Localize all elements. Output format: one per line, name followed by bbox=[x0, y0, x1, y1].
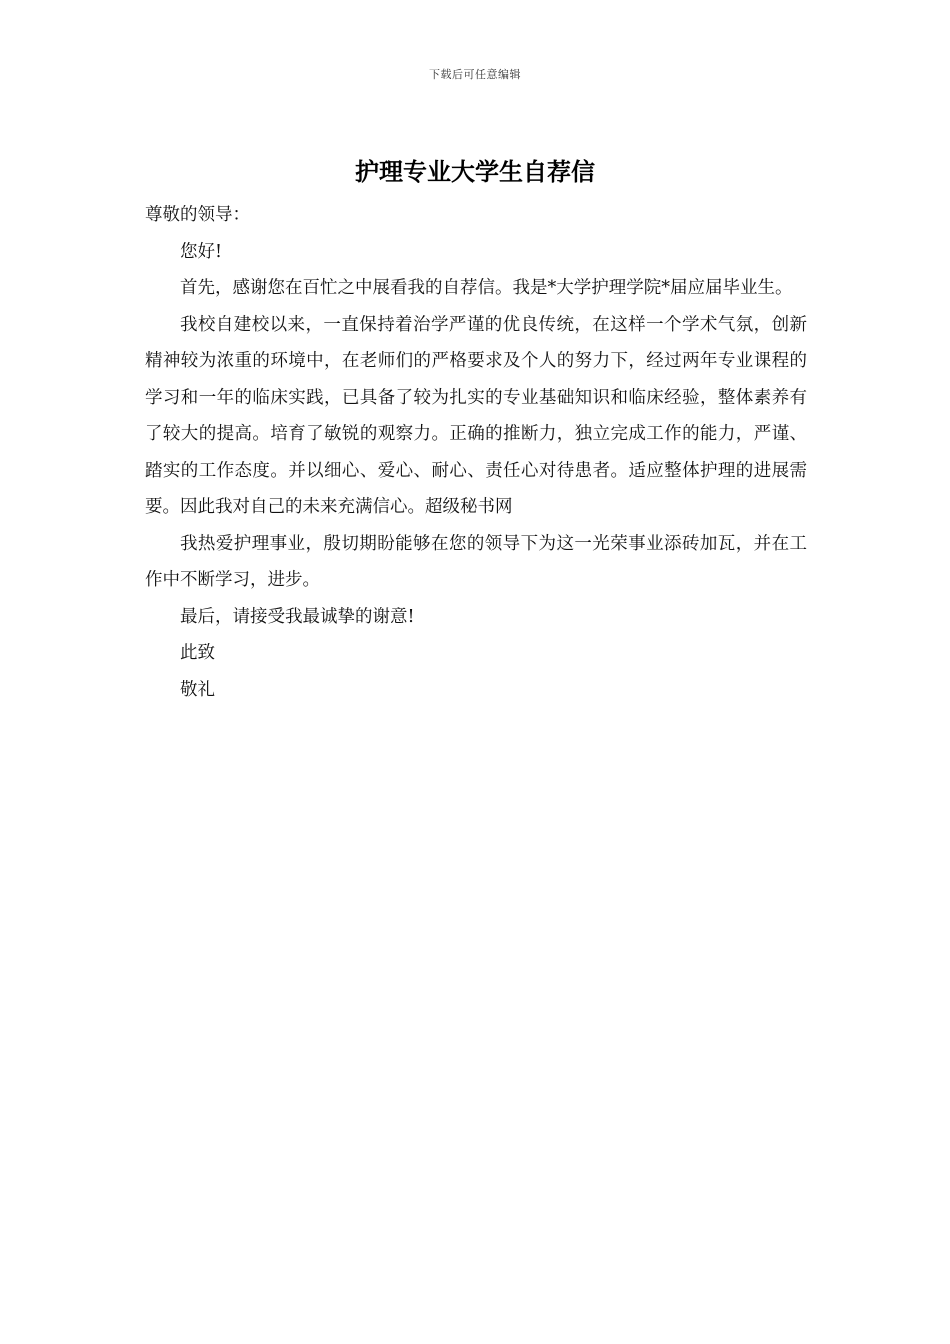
paragraph-aspiration: 我热爱护理事业，殷切期盼能够在您的领导下为这一光荣事业添砖加瓦，并在工作中不断学习，进步。 bbox=[145, 533, 807, 590]
letter-body bbox=[145, 197, 807, 708]
paragraph-thanks: 最后，请接受我最诚挚的谢意! bbox=[180, 606, 415, 627]
closing-line-1: 此致 bbox=[180, 643, 215, 663]
closing-line-2: 敬礼 bbox=[180, 679, 215, 700]
document-title: 护理专业大学生自荐信 bbox=[355, 158, 595, 186]
salutation: 尊敬的领导： bbox=[145, 205, 250, 225]
header-note: 下载后可任意编辑 bbox=[429, 68, 521, 81]
paragraph-background: 我校自建校以来，一直保持着治学严谨的优良传统，在这样一个学术气氛，创新精神较为浓重的环境中，在老师们的严格要求及个人的努力下，经过两年专业课程的学习和一年的临床实践，已具备了较为扎实的专业基础知识和临床经验，整体素养有了较大的提高。培育了敏锐的观察力。正确的推断力，独立完成工作的能力，严谨、踏实的工作态度。并以细心、爱心、耐心、责任心对待患者。适应整体护理的进展需要。因此我对自己的未来充满信心。超级秘书网 bbox=[145, 314, 807, 517]
greeting: 您好! bbox=[180, 241, 223, 262]
paragraph-intro: 首先，感谢您在百忙之中展看我的自荐信。我是*大学护理学院*届应届毕业生。 bbox=[180, 278, 793, 298]
